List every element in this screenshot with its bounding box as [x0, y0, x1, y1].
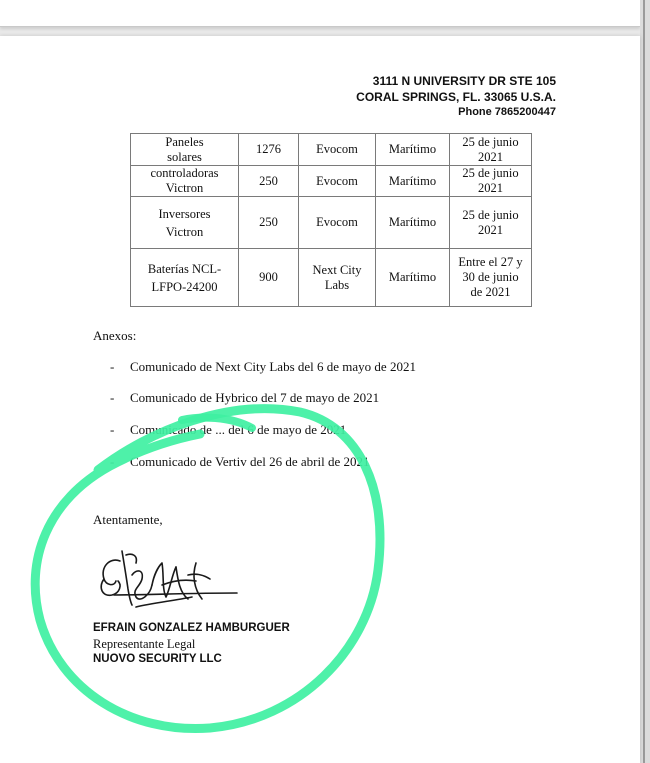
product-cell: controladoras Victron	[131, 166, 239, 197]
supplier-cell: Next City Labs	[299, 249, 376, 307]
signer-role: Representante Legal	[93, 636, 196, 651]
annex-item: - Comunicado de ... del 6 de mayo de 2021	[110, 422, 347, 437]
phone-number: Phone 7865200447	[458, 106, 556, 118]
quantity-cell: 250	[239, 197, 299, 249]
annex-item: - Comunicado de Vertiv del 26 de abril de 2021	[110, 454, 370, 469]
annex-item: - Comunicado de Hybrico del 7 de mayo de 2021	[110, 390, 380, 405]
supplier-cell: Evocom	[299, 197, 376, 249]
quantity-cell: 1276	[239, 134, 299, 166]
address-line-1: 3111 N UNIVERSITY DR STE 105	[372, 74, 556, 88]
quantity-cell: 250	[239, 166, 299, 197]
date-cell: 25 de junio 2021	[450, 197, 532, 249]
address-line-2: CORAL SPRINGS, FL. 33065 U.S.A.	[356, 89, 556, 104]
annex-item: - Comunicado de Next City Labs del 6 de mayo de 2021	[110, 359, 416, 374]
transport-cell: Marítimo	[376, 166, 450, 197]
transport-cell: Marítimo	[376, 249, 450, 307]
quantity-cell: 900	[239, 249, 299, 307]
supplier-cell: Evocom	[299, 134, 376, 166]
date-cell: 25 de junio 2021	[450, 166, 532, 197]
product-cell: Paneles solares	[131, 134, 239, 166]
supplier-cell: Evocom	[299, 166, 376, 197]
product-cell: Inversores Victron	[131, 197, 239, 249]
transport-cell: Marítimo	[376, 134, 450, 166]
transport-cell: Marítimo	[376, 197, 450, 249]
product-cell: Baterías NCL- LFPO-24200	[131, 249, 239, 307]
signer-name: EFRAIN GONZALEZ HAMBURGUER	[93, 622, 290, 634]
date-cell: 25 de junio 2021	[450, 134, 532, 166]
closing-salutation: Atentamente,	[93, 512, 163, 527]
annexes-title: Anexos:	[93, 328, 137, 343]
date-cell: Entre el 27 y 30 de junio de 2021	[450, 249, 532, 307]
signer-company: NUOVO SECURITY LLC	[93, 653, 222, 665]
